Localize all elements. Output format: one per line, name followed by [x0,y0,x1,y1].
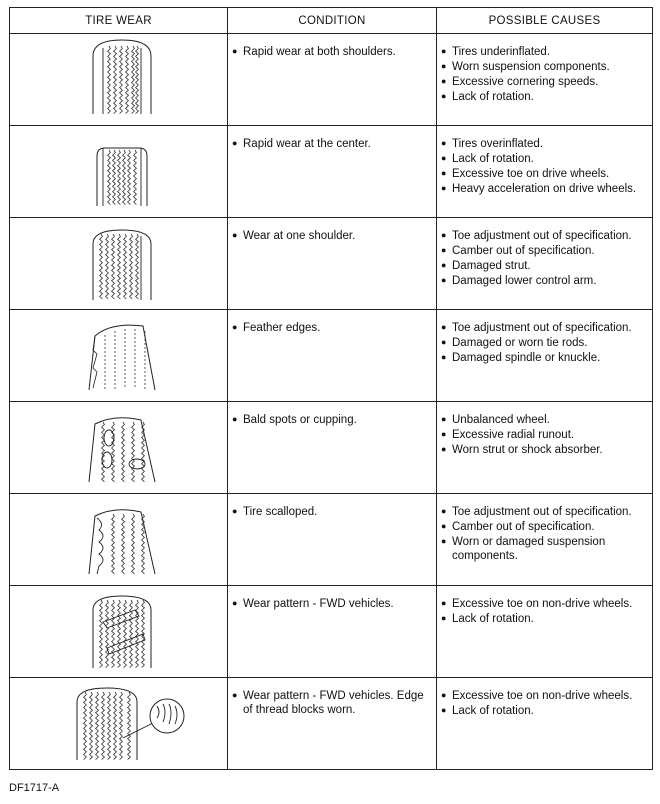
condition-text: ● Rapid wear at both shoulders. [232,44,430,59]
condition-text: ● Wear pattern - FWD vehicles. [232,596,430,611]
cause-item: ● Damaged or worn tie rods. [441,335,646,350]
cause-item: ● Excessive toe on drive wheels. [441,166,646,181]
tire-wear-chart [9,7,653,770]
tire-shoulder-wear-icon [39,34,199,124]
header-tire-wear: TIRE WEAR [10,8,228,34]
condition-cell [228,402,437,494]
cause-item: ● Toe adjustment out of specification. [441,504,646,519]
cause-item: ● Damaged lower control arm. [441,273,646,288]
cause-item: ● Tires underinflated. [441,44,646,59]
cause-item: ● Worn strut or shock absorber. [441,442,646,457]
possible-causes-cell [437,402,653,494]
tire-cupping-icon [39,402,199,492]
condition-text: ● Rapid wear at the center. [232,136,430,151]
cause-item: ● Tires overinflated. [441,136,646,151]
possible-causes-cell [437,586,653,678]
condition-text: ● Tire scalloped. [232,504,430,519]
cause-item: ● Excessive cornering speeds. [441,74,646,89]
table-row [10,586,653,678]
condition-text: ● Bald spots or cupping. [232,412,430,427]
possible-causes-cell [437,678,653,770]
cause-item: ● Excessive toe on non-drive wheels. [441,688,646,703]
possible-causes-cell [437,310,653,402]
cause-item: ● Worn or damaged suspension components. [441,534,646,563]
cause-item: ● Camber out of specification. [441,519,646,534]
cause-item: ● Damaged strut. [441,258,646,273]
tire-wear-cell [10,402,228,494]
cause-item: ● Lack of rotation. [441,89,646,104]
cause-item: ● Unbalanced wheel. [441,412,646,427]
condition-cell [228,310,437,402]
tire-wear-cell [10,34,228,126]
tire-feather-edge-icon [39,310,199,400]
condition-cell [228,678,437,770]
tire-one-shoulder-wear-icon [39,218,199,308]
header-possible-causes: POSSIBLE CAUSES [437,8,653,34]
tire-wear-cell [10,126,228,218]
tire-tread-block-wear-icon [39,678,199,768]
cause-item: ● Heavy acceleration on drive wheels. [441,181,646,196]
cause-item: ● Excessive radial runout. [441,427,646,442]
tire-wear-cell [10,310,228,402]
cause-item: ● Toe adjustment out of specification. [441,228,646,243]
tire-wear-cell [10,678,228,770]
table-row [10,402,653,494]
possible-causes-cell [437,34,653,126]
header-condition: CONDITION [228,8,437,34]
cause-item: ● Lack of rotation. [441,611,646,626]
cause-item: ● Damaged spindle or knuckle. [441,350,646,365]
condition-cell [228,126,437,218]
cause-item: ● Toe adjustment out of specification. [441,320,646,335]
tire-wear-cell [10,494,228,586]
condition-text: ● Wear pattern - FWD vehicles. Edge of thread blocks worn. [232,688,430,717]
tire-wear-cell [10,218,228,310]
condition-cell [228,218,437,310]
table-row [10,126,653,218]
condition-text: ● Feather edges. [232,320,430,335]
cause-item: ● Excessive toe on non-drive wheels. [441,596,646,611]
tire-diagonal-wear-icon [39,586,199,676]
figure-id: DF1717-A [9,782,60,794]
table-row [10,310,653,402]
table-row [10,678,653,770]
condition-cell [228,34,437,126]
cause-item: ● Lack of rotation. [441,703,646,718]
table-row [10,494,653,586]
cause-item: ● Camber out of specification. [441,243,646,258]
condition-cell [228,586,437,678]
cause-item: ● Worn suspension components. [441,59,646,74]
condition-text: ● Wear at one shoulder. [232,228,430,243]
cause-item: ● Lack of rotation. [441,151,646,166]
possible-causes-cell [437,218,653,310]
condition-cell [228,494,437,586]
possible-causes-cell [437,494,653,586]
tire-wear-cell [10,586,228,678]
table-row [10,34,653,126]
tire-scalloped-icon [39,494,199,584]
tire-center-wear-icon [39,126,199,216]
table-row [10,218,653,310]
header-row [10,8,653,34]
possible-causes-cell [437,126,653,218]
